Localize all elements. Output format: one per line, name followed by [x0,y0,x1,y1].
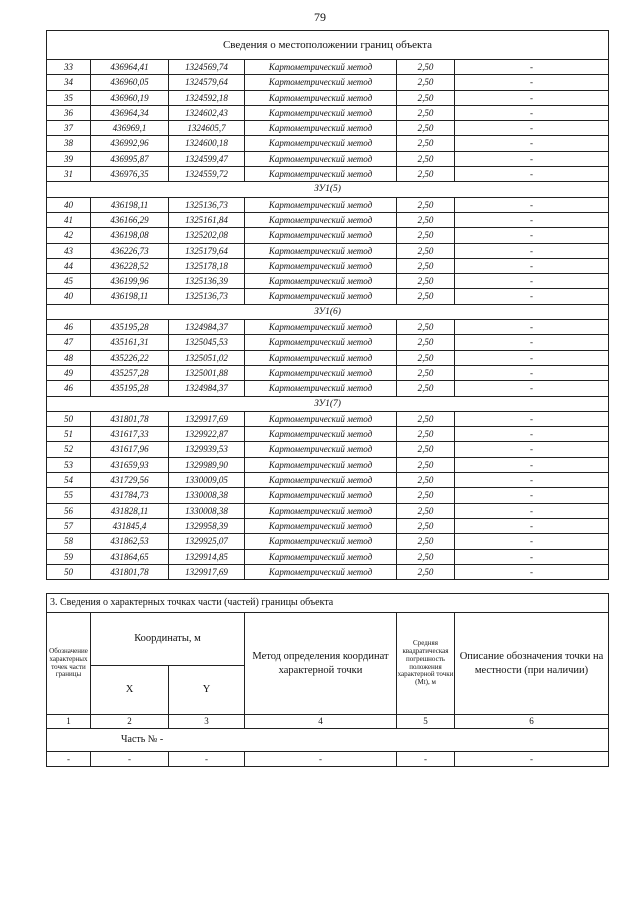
accuracy-cell: 2,50 [397,243,455,258]
description-cell: - [455,75,609,90]
coord-y: 1324605,7 [169,121,245,136]
table-row [47,60,609,75]
accuracy-cell: 2,50 [397,365,455,380]
method-cell: Картометрический метод [245,90,397,105]
coord-x: 435195,28 [91,320,169,335]
table-row [47,151,609,166]
table-row [47,534,609,549]
description-cell: - [455,411,609,426]
header-coordinates: Координаты, м [91,613,245,666]
accuracy-cell: 2,50 [397,212,455,227]
point-number: 54 [47,473,91,488]
col-number: 6 [455,715,609,729]
col-number: 2 [91,715,169,729]
coord-x: 431864,65 [91,549,169,564]
accuracy-cell: 2,50 [397,60,455,75]
coord-x: 436992,96 [91,136,169,151]
point-number: 59 [47,549,91,564]
description-cell: - [455,335,609,350]
header-point-designation: Обозначение характерных точек части границы [47,613,91,715]
method-cell: Картометрический метод [245,212,397,227]
coord-x: 436198,08 [91,228,169,243]
empty-cell: - [397,752,455,767]
coord-y: 1324569,74 [169,60,245,75]
method-cell: Картометрический метод [245,564,397,579]
method-cell: Картометрический метод [245,442,397,457]
method-cell: Картометрический метод [245,365,397,380]
method-cell: Картометрический метод [245,320,397,335]
coord-y: 1329939,53 [169,442,245,457]
header-accuracy: Средняя квадратическая погрешность положения характерной точки (Mt), м [397,613,455,715]
accuracy-cell: 2,50 [397,289,455,304]
table-row [47,289,609,304]
table-row [47,167,609,182]
part-label: Часть № - [47,729,609,752]
coord-x: 431784,73 [91,488,169,503]
col-number: 5 [397,715,455,729]
table-row [47,274,609,289]
method-cell: Картометрический метод [245,427,397,442]
group-label: ЗУ1(5) [47,182,609,197]
coord-x: 436960,05 [91,75,169,90]
coord-x: 436976,35 [91,167,169,182]
method-cell: Картометрический метод [245,534,397,549]
accuracy-cell: 2,50 [397,534,455,549]
description-cell: - [455,258,609,273]
coord-x: 431828,11 [91,503,169,518]
point-number: 46 [47,320,91,335]
point-number: 35 [47,90,91,105]
header-description: Описание обозначения точки на местности (при наличии) [455,613,609,715]
accuracy-cell: 2,50 [397,442,455,457]
coord-x: 436995,87 [91,151,169,166]
point-number: 42 [47,228,91,243]
description-cell: - [455,274,609,289]
coord-x: 436228,52 [91,258,169,273]
point-number: 37 [47,121,91,136]
boundary-points-table [46,30,609,580]
header-x: X [91,666,169,715]
accuracy-cell: 2,50 [397,335,455,350]
description-cell: - [455,427,609,442]
col-number: 4 [245,715,397,729]
coord-x: 431729,56 [91,473,169,488]
point-number: 58 [47,534,91,549]
point-number: 43 [47,243,91,258]
point-number: 33 [47,60,91,75]
section3-table [46,593,609,767]
table-row [47,427,609,442]
accuracy-cell: 2,50 [397,136,455,151]
coord-y: 1324600,18 [169,136,245,151]
point-number: 40 [47,289,91,304]
table-row [47,228,609,243]
table-row [47,503,609,518]
accuracy-cell: 2,50 [397,197,455,212]
coord-y: 1329917,69 [169,564,245,579]
method-cell: Картометрический метод [245,151,397,166]
coord-y: 1329914,85 [169,549,245,564]
table-row [47,212,609,227]
coord-y: 1324984,37 [169,320,245,335]
accuracy-cell: 2,50 [397,518,455,533]
method-cell: Картометрический метод [245,473,397,488]
accuracy-cell: 2,50 [397,350,455,365]
coord-x: 436199,96 [91,274,169,289]
table-row [47,518,609,533]
method-cell: Картометрический метод [245,411,397,426]
point-number: 41 [47,212,91,227]
description-cell: - [455,503,609,518]
table-row [47,75,609,90]
table-title: Сведения о местоположении границ объекта [47,31,609,60]
description-cell: - [455,136,609,151]
coord-y: 1329989,90 [169,457,245,472]
method-cell: Картометрический метод [245,335,397,350]
method-cell: Картометрический метод [245,60,397,75]
method-cell: Картометрический метод [245,289,397,304]
table-row [47,105,609,120]
coord-y: 1324599,47 [169,151,245,166]
point-number: 39 [47,151,91,166]
method-cell: Картометрический метод [245,105,397,120]
point-number: 50 [47,564,91,579]
accuracy-cell: 2,50 [397,427,455,442]
accuracy-cell: 2,50 [397,549,455,564]
method-cell: Картометрический метод [245,258,397,273]
accuracy-cell: 2,50 [397,151,455,166]
description-cell: - [455,518,609,533]
accuracy-cell: 2,50 [397,488,455,503]
group-label: ЗУ1(6) [47,304,609,319]
description-cell: - [455,320,609,335]
page-number: 79 [314,10,326,24]
point-number: 55 [47,488,91,503]
accuracy-cell: 2,50 [397,381,455,396]
coord-y: 1325136,39 [169,274,245,289]
coord-x: 436969,1 [91,121,169,136]
accuracy-cell: 2,50 [397,105,455,120]
description-cell: - [455,151,609,166]
col-number: 1 [47,715,91,729]
table-row [47,121,609,136]
accuracy-cell: 2,50 [397,258,455,273]
table-row [47,365,609,380]
description-cell: - [455,457,609,472]
accuracy-cell: 2,50 [397,503,455,518]
description-cell: - [455,167,609,182]
table-row [47,90,609,105]
coord-y: 1324602,43 [169,105,245,120]
table-row [47,442,609,457]
header-method: Метод определения координат характерной точки [245,613,397,715]
description-cell: - [455,350,609,365]
coord-x: 431845,4 [91,518,169,533]
point-number: 56 [47,503,91,518]
coord-y: 1325179,64 [169,243,245,258]
coord-x: 431862,53 [91,534,169,549]
coord-y: 1329958,39 [169,518,245,533]
method-cell: Картометрический метод [245,243,397,258]
col-number: 3 [169,715,245,729]
description-cell: - [455,549,609,564]
coord-y: 1324984,37 [169,381,245,396]
coord-y: 1329917,69 [169,411,245,426]
coord-x: 436166,29 [91,212,169,227]
coord-x: 431617,96 [91,442,169,457]
table-row [47,258,609,273]
coord-x: 435226,22 [91,350,169,365]
coord-x: 435195,28 [91,381,169,396]
coord-y: 1324592,18 [169,90,245,105]
point-number: 40 [47,197,91,212]
coord-x: 431659,93 [91,457,169,472]
method-cell: Картометрический метод [245,228,397,243]
accuracy-cell: 2,50 [397,411,455,426]
table-row [47,197,609,212]
method-cell: Картометрический метод [245,350,397,365]
accuracy-cell: 2,50 [397,320,455,335]
description-cell: - [455,564,609,579]
description-cell: - [455,473,609,488]
method-cell: Картометрический метод [245,197,397,212]
coord-x: 431801,78 [91,564,169,579]
method-cell: Картометрический метод [245,503,397,518]
point-number: 51 [47,427,91,442]
table-row [47,549,609,564]
coord-x: 436964,41 [91,60,169,75]
coord-y: 1330009,05 [169,473,245,488]
coord-x: 436964,34 [91,105,169,120]
coord-y: 1325136,73 [169,289,245,304]
table-row [47,488,609,503]
coord-y: 1325136,73 [169,197,245,212]
coord-y: 1325045,53 [169,335,245,350]
description-cell: - [455,121,609,136]
coord-x: 435257,28 [91,365,169,380]
accuracy-cell: 2,50 [397,228,455,243]
accuracy-cell: 2,50 [397,564,455,579]
coord-y: 1324579,64 [169,75,245,90]
table-row [47,243,609,258]
description-cell: - [455,90,609,105]
coord-y: 1325051,02 [169,350,245,365]
description-cell: - [455,105,609,120]
method-cell: Картометрический метод [245,457,397,472]
point-number: 38 [47,136,91,151]
table-row [47,411,609,426]
coord-x: 436960,19 [91,90,169,105]
description-cell: - [455,488,609,503]
description-cell: - [455,534,609,549]
point-number: 47 [47,335,91,350]
accuracy-cell: 2,50 [397,473,455,488]
method-cell: Картометрический метод [245,75,397,90]
description-cell: - [455,212,609,227]
coord-x: 431617,33 [91,427,169,442]
point-number: 53 [47,457,91,472]
empty-cell: - [169,752,245,767]
description-cell: - [455,365,609,380]
coord-y: 1330008,38 [169,503,245,518]
coord-x: 431801,78 [91,411,169,426]
point-number: 31 [47,167,91,182]
coord-x: 436198,11 [91,197,169,212]
accuracy-cell: 2,50 [397,274,455,289]
coord-y: 1329922,87 [169,427,245,442]
description-cell: - [455,197,609,212]
accuracy-cell: 2,50 [397,121,455,136]
point-number: 52 [47,442,91,457]
description-cell: - [455,442,609,457]
coord-y: 1325178,18 [169,258,245,273]
table-row [47,335,609,350]
point-number: 48 [47,350,91,365]
point-number: 50 [47,411,91,426]
description-cell: - [455,228,609,243]
coord-y: 1325161,84 [169,212,245,227]
section3-title: 3. Сведения о характерных точках части (частей) границы объекта [47,594,609,613]
empty-cell: - [47,752,91,767]
description-cell: - [455,60,609,75]
description-cell: - [455,243,609,258]
point-number: 46 [47,381,91,396]
header-y: Y [169,666,245,715]
coord-y: 1325001,88 [169,365,245,380]
method-cell: Картометрический метод [245,549,397,564]
table-row [47,564,609,579]
empty-cell: - [91,752,169,767]
coord-y: 1329925,07 [169,534,245,549]
method-cell: Картометрический метод [245,167,397,182]
group-label: ЗУ1(7) [47,396,609,411]
method-cell: Картометрический метод [245,136,397,151]
point-number: 44 [47,258,91,273]
accuracy-cell: 2,50 [397,167,455,182]
method-cell: Картометрический метод [245,121,397,136]
coord-y: 1325202,08 [169,228,245,243]
table-row [47,381,609,396]
coord-y: 1330008,38 [169,488,245,503]
empty-cell: - [455,752,609,767]
point-number: 57 [47,518,91,533]
table-row [47,457,609,472]
table-row [47,350,609,365]
accuracy-cell: 2,50 [397,90,455,105]
empty-cell: - [245,752,397,767]
coord-x: 436198,11 [91,289,169,304]
table-row [47,136,609,151]
table-row [47,473,609,488]
description-cell: - [455,381,609,396]
accuracy-cell: 2,50 [397,457,455,472]
coord-y: 1324559,72 [169,167,245,182]
coord-x: 435161,31 [91,335,169,350]
table-row [47,320,609,335]
method-cell: Картометрический метод [245,488,397,503]
method-cell: Картометрический метод [245,381,397,396]
point-number: 34 [47,75,91,90]
accuracy-cell: 2,50 [397,75,455,90]
coord-x: 436226,73 [91,243,169,258]
point-number: 49 [47,365,91,380]
point-number: 45 [47,274,91,289]
method-cell: Картометрический метод [245,274,397,289]
point-number: 36 [47,105,91,120]
method-cell: Картометрический метод [245,518,397,533]
description-cell: - [455,289,609,304]
